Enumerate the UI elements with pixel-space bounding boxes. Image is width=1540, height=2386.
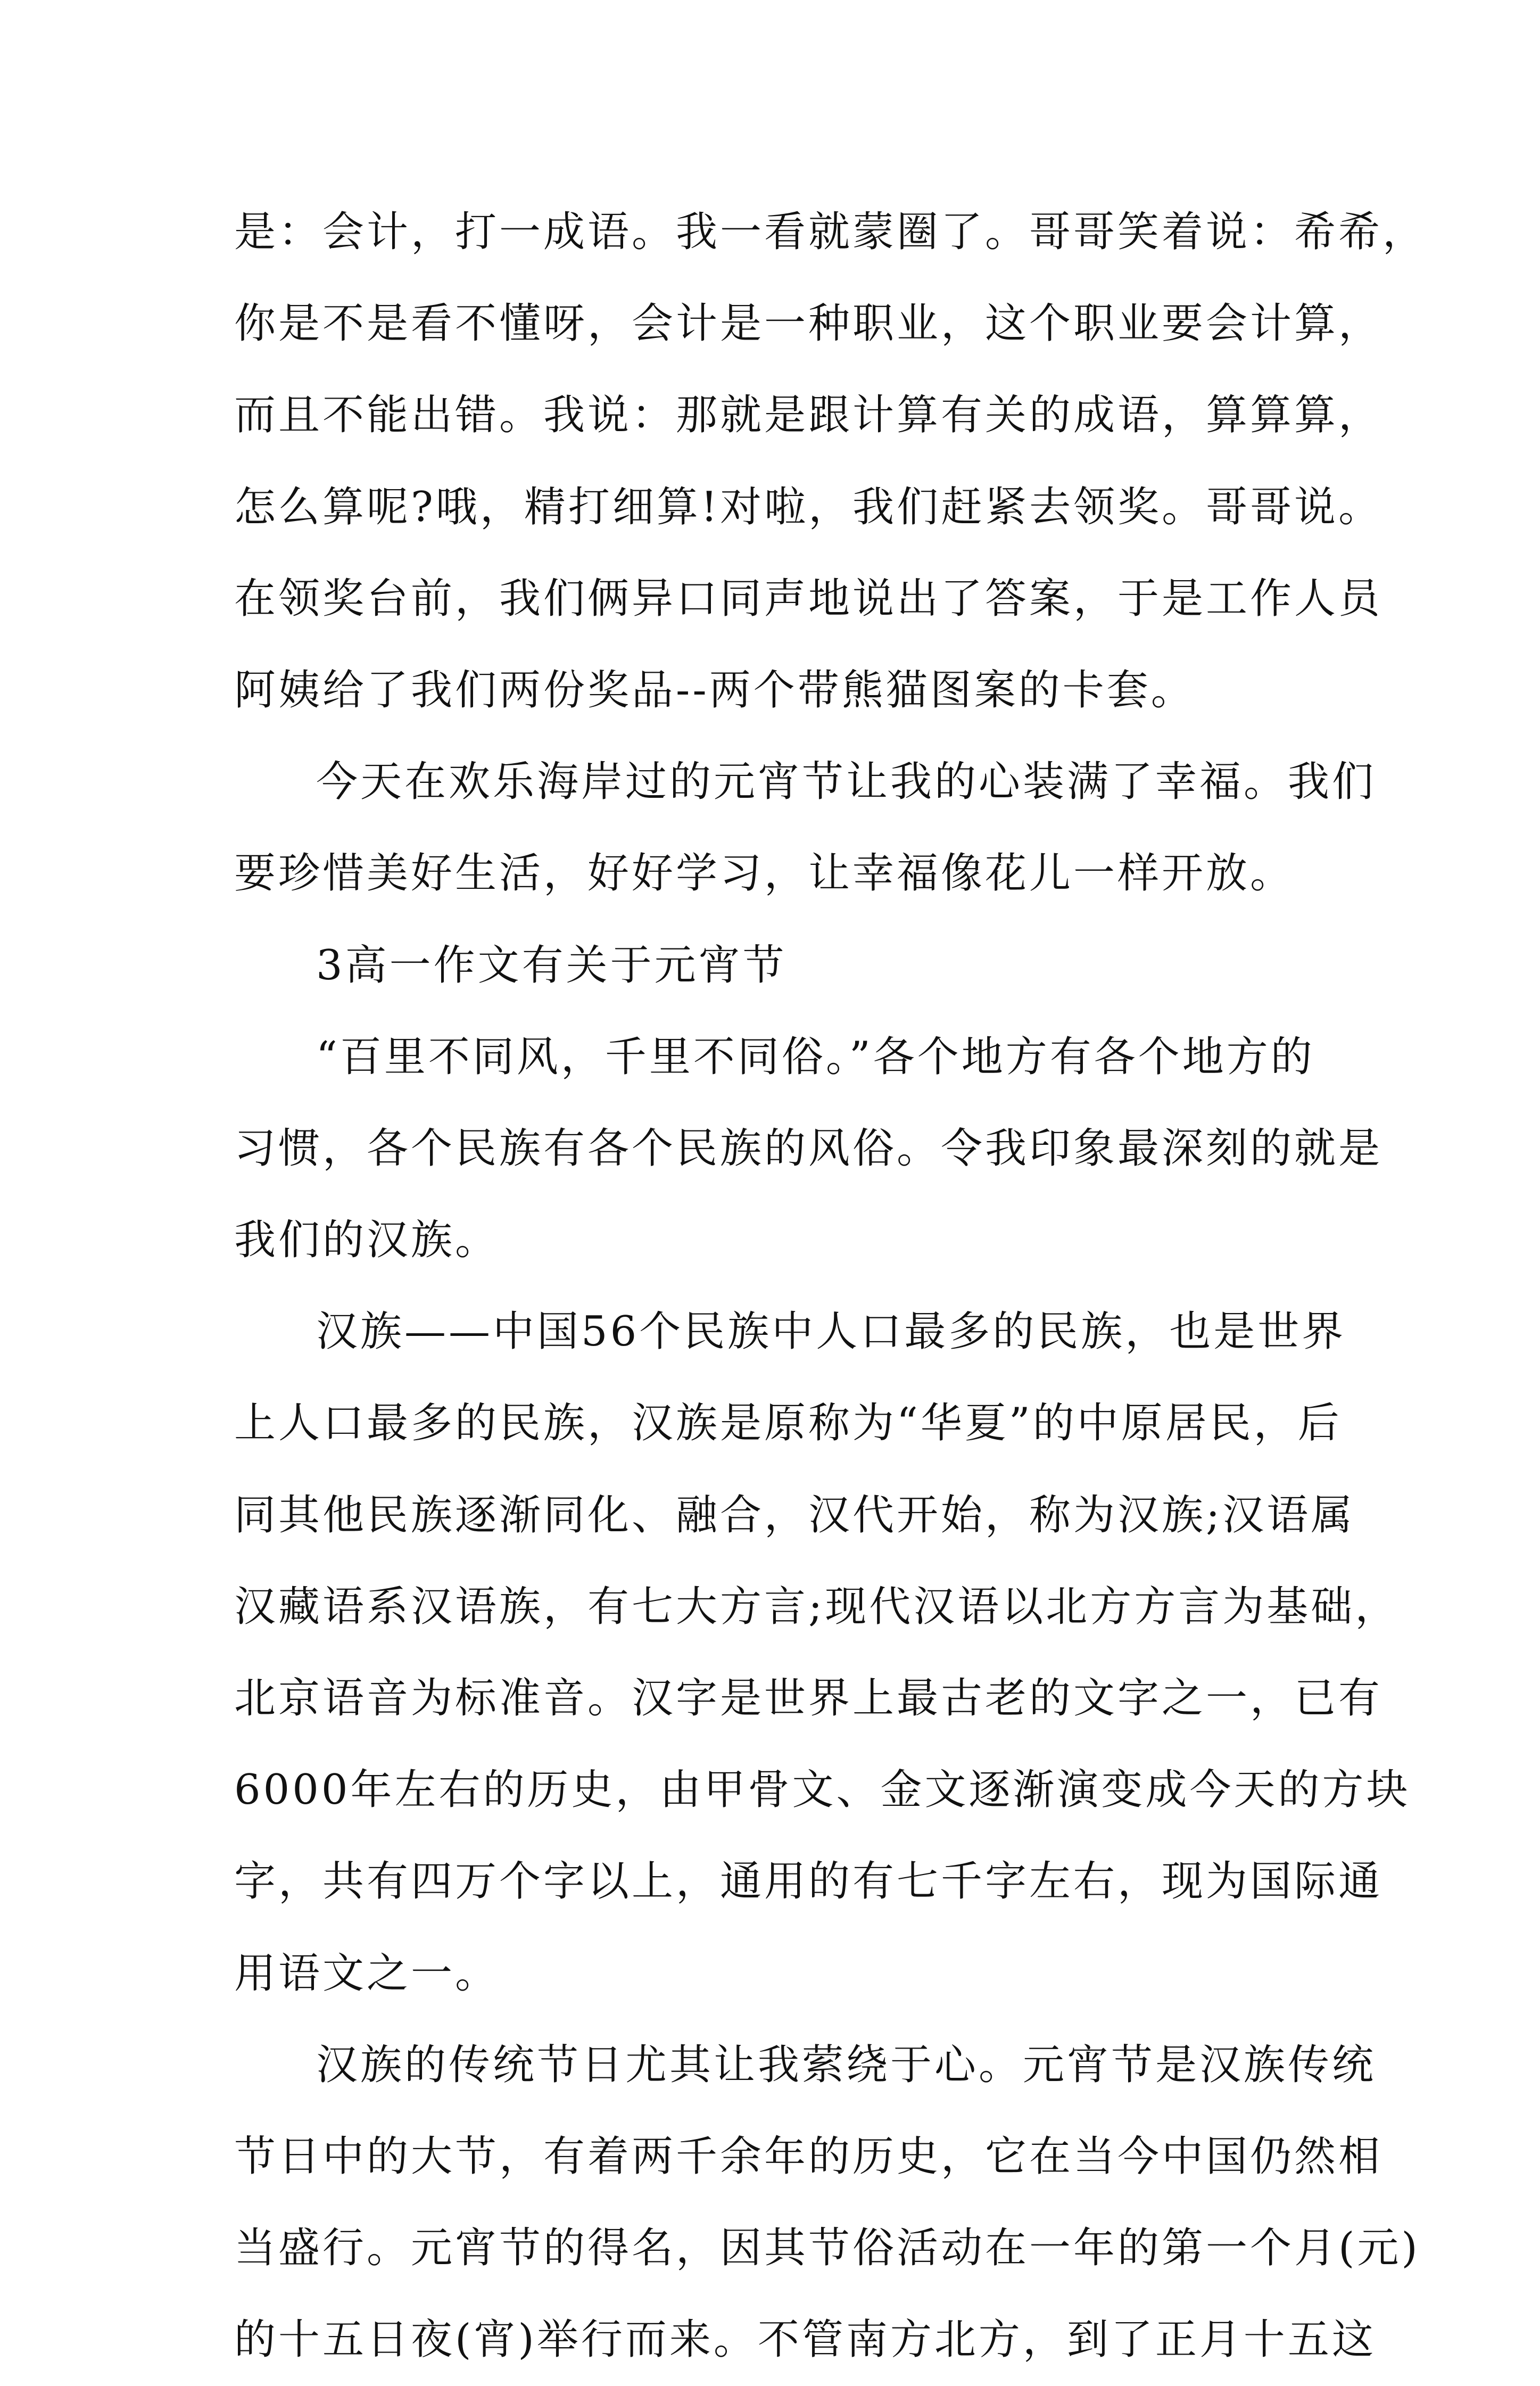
paragraph-first-line: 汉族的传统节日尤其让我萦绕于心。元宵节是汉族传统 <box>316 2041 1377 2089</box>
paragraph-first-line: “百里不同风，千里不同俗。”各个地方有各个地方的 <box>316 1033 1315 1081</box>
paragraph-first-line: 汉族——中国56个民族中人口最多的民族，也是世界 <box>316 1308 1346 1356</box>
text-line: 汉藏语系汉语族，有七大方言;现代汉语以北方方言为基础， <box>234 1582 1400 1631</box>
text-line: 北京语音为标准音。汉字是世界上最古老的文字之一，已有 <box>234 1674 1383 1722</box>
text-line: 6000年左右的历史，由甲骨文、金文逐渐演变成今天的方块 <box>234 1766 1411 1814</box>
text-line: 字，共有四万个字以上，通用的有七千字左右，现为国际通 <box>234 1857 1383 1906</box>
text-line: 在领奖台前，我们俩异口同声地说出了答案，于是工作人员 <box>234 574 1383 623</box>
text-line: 怎么算呢?哦，精打细算!对啦，我们赶紧去领奖。哥哥说。 <box>234 483 1383 531</box>
text-line: 要珍惜美好生活，好好学习，让幸福像花儿一样开放。 <box>234 849 1295 898</box>
text-line: 你是不是看不懂呀，会计是一种职业，这个职业要会计算， <box>234 300 1383 348</box>
text-line: 习惯，各个民族有各个民族的风俗。令我印象最深刻的就是 <box>234 1124 1383 1173</box>
text-line: 当盛行。元宵节的得名，因其节俗活动在一年的第一个月(元) <box>234 2224 1420 2273</box>
text-line: 我们的汉族。 <box>234 1216 500 1265</box>
text-line: 同其他民族逐渐同化、融合，汉代开始，称为汉族;汉语属 <box>234 1491 1355 1539</box>
document-body <box>234 186 1427 2386</box>
text-line: 是：会计，打一成语。我一看就蒙圈了。哥哥笑着说：希希， <box>234 208 1427 256</box>
section-heading: 3高一作文有关于元宵节 <box>316 941 787 989</box>
text-line: 而且不能出错。我说：那就是跟计算有关的成语，算算算， <box>234 391 1383 440</box>
text-line: 节日中的大节，有着两千余年的历史，它在当今中国仍然相 <box>234 2132 1383 2181</box>
text-line: 的十五日夜(宵)举行而来。不管南方北方，到了正月十五这 <box>234 2316 1376 2364</box>
paragraph-first-line: 今天在欢乐海岸过的元宵节让我的心装满了幸福。我们 <box>316 758 1377 806</box>
text-line: 阿姨给了我们两份奖品--两个带熊猫图案的卡套。 <box>234 666 1195 714</box>
text-line: 用语文之一。 <box>234 1949 500 1997</box>
text-line: 上人口最多的民族，汉族是原称为“华夏”的中原居民，后 <box>234 1399 1342 1448</box>
